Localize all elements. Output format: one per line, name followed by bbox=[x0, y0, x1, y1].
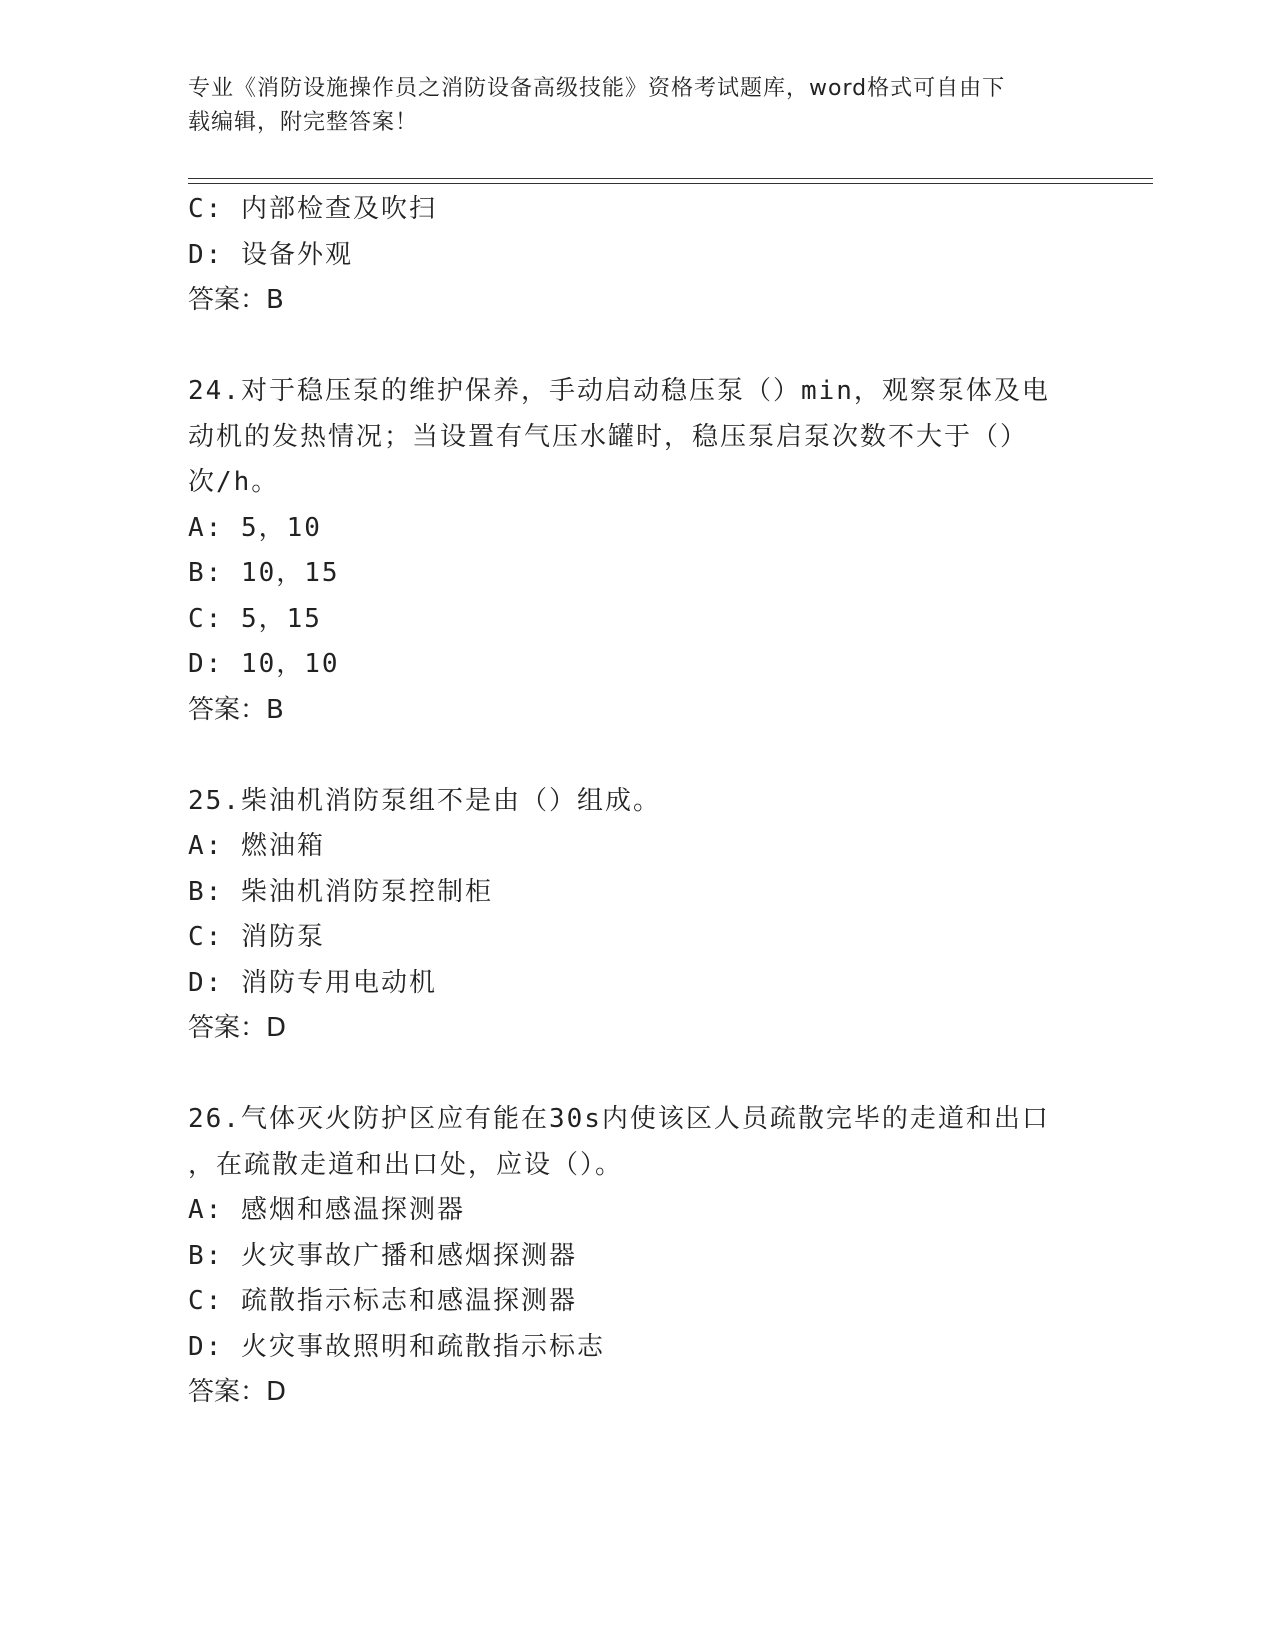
answer: 答案：B bbox=[188, 285, 284, 315]
header-line-1: 专业《消防设施操作员之消防设备高级技能》资格考试题库，word格式可自由下 bbox=[188, 76, 1006, 101]
answer: 答案：D bbox=[188, 1377, 287, 1407]
option-d: D: 设备外观 bbox=[188, 239, 353, 270]
option-d: D: 火灾事故照明和疏散指示标志 bbox=[188, 1331, 605, 1362]
question-26 bbox=[188, 1097, 1088, 1416]
question-stem-line: 24.对于稳压泵的维护保养，手动启动稳压泵（）min，观察泵体及电 bbox=[188, 376, 1050, 406]
option-c: C: 5，15 bbox=[188, 603, 322, 634]
answer: 答案：B bbox=[188, 694, 284, 725]
question-stem-line: 动机的发热情况；当设置有气压水罐时，稳压泵启泵次数不大于（） bbox=[188, 421, 1029, 452]
question-list bbox=[188, 187, 1088, 1416]
option-c: C: 消防泵 bbox=[188, 922, 325, 952]
option-a: A: 5，10 bbox=[188, 512, 322, 543]
page-header bbox=[188, 72, 1088, 140]
spacer bbox=[188, 1052, 1088, 1098]
option-a: A: 感烟和感温探测器 bbox=[188, 1195, 465, 1225]
header-divider-top bbox=[188, 178, 1153, 179]
option-b: B: 柴油机消防泵控制柜 bbox=[188, 876, 493, 907]
header-divider-bottom bbox=[188, 183, 1153, 184]
option-c: C: 疏散指示标志和感温探测器 bbox=[188, 1286, 577, 1316]
question-stem-line: 26.气体灭火防护区应有能在30s内使该区人员疏散完毕的走道和出口 bbox=[188, 1104, 1050, 1134]
question-25 bbox=[188, 779, 1088, 1052]
question-stem-line: 次/h。 bbox=[188, 467, 280, 497]
header-line-2: 载编辑，附完整答案！ bbox=[188, 110, 419, 135]
question-stem-line: ，在疏散走道和出口处，应设（）。 bbox=[188, 1149, 624, 1180]
option-b: B: 火灾事故广播和感烟探测器 bbox=[188, 1240, 577, 1271]
question-23 bbox=[188, 187, 1088, 324]
option-c: C: 内部检查及吹扫 bbox=[188, 194, 437, 224]
question-24 bbox=[188, 369, 1088, 733]
spacer bbox=[188, 733, 1088, 779]
option-d: D: 10，10 bbox=[188, 649, 340, 679]
question-stem-line: 25.柴油机消防泵组不是由（）组成。 bbox=[188, 785, 661, 816]
option-d: D: 消防专用电动机 bbox=[188, 967, 437, 998]
answer: 答案：D bbox=[188, 1013, 287, 1043]
option-a: A: 燃油箱 bbox=[188, 831, 325, 861]
spacer bbox=[188, 324, 1088, 370]
option-b: B: 10，15 bbox=[188, 558, 340, 588]
